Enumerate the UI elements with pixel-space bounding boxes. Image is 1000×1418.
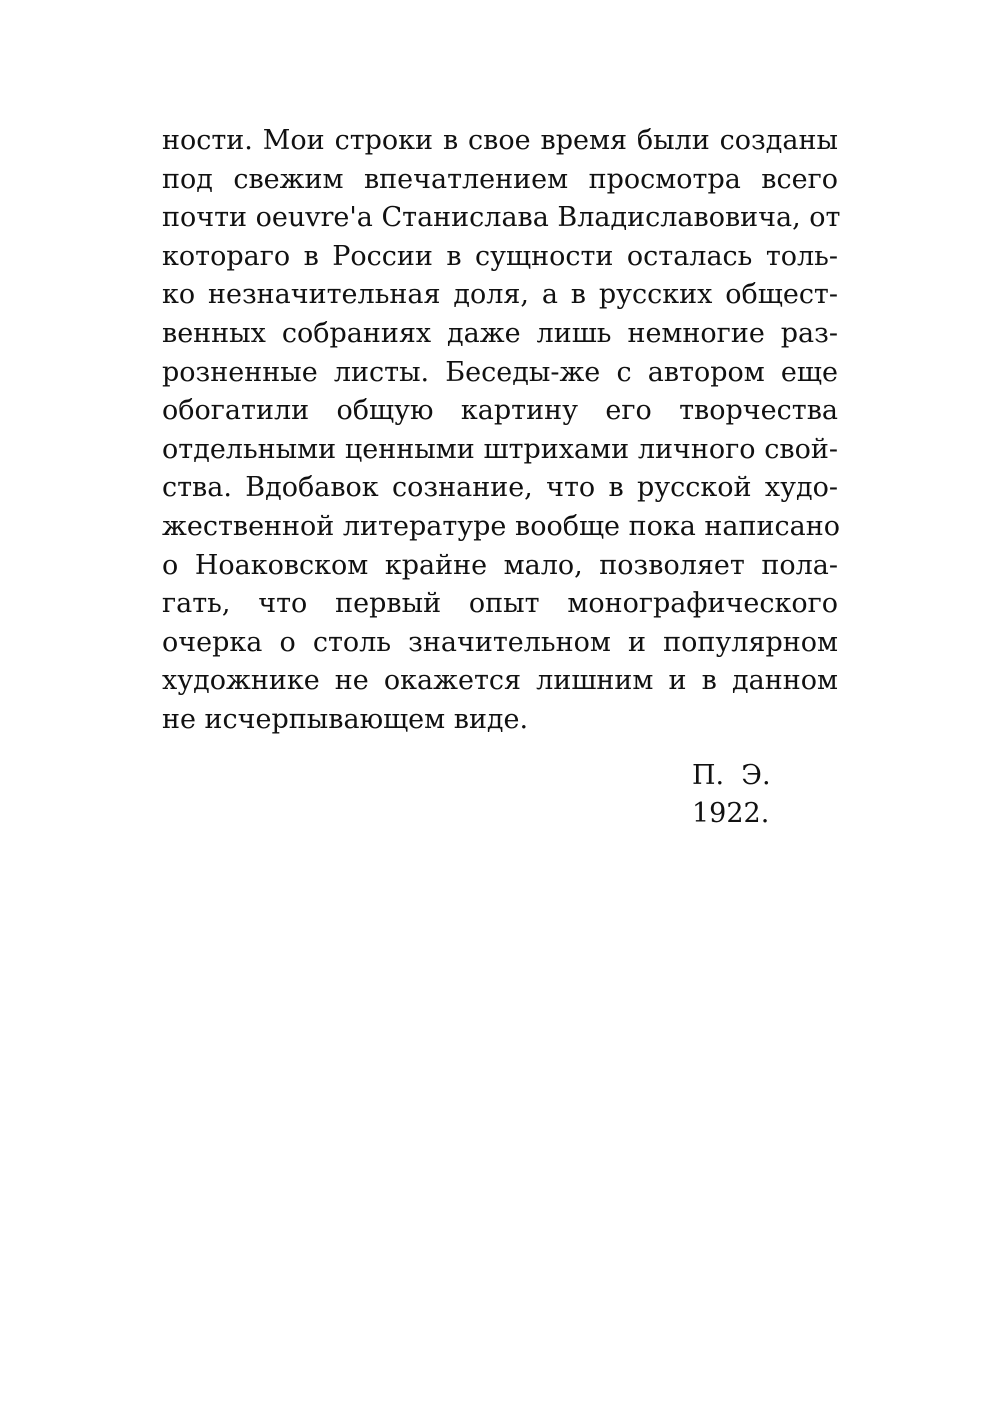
- preface-text: [162, 122, 841, 740]
- text-line: очерка о столь значительном и популярном: [162, 626, 838, 658]
- text-line: котораго в России в сущности осталась толь-: [162, 240, 838, 272]
- text-line: гать, что первый опыт монографического: [162, 588, 838, 620]
- text-line: под свежим впечатлением просмотра всего: [162, 163, 838, 195]
- text-line: почти oeuvre'а Станислава Владиславовича, от: [162, 202, 841, 234]
- signature-block: [692, 757, 771, 833]
- author-initials: П. Э.: [692, 760, 771, 791]
- signature-year: 1922.: [692, 798, 770, 829]
- text-line: розненные листы. Беседы-же с автором еще: [162, 356, 838, 388]
- text-line: ко незначительная доля, а в русских общест-: [162, 279, 838, 311]
- text-line: художнике не окажется лишним и в данном: [162, 665, 838, 697]
- text-line: жественной литературе вообще пока написано: [162, 510, 840, 542]
- text-line: ства. Вдобавок сознание, что в русской худо-: [162, 472, 838, 504]
- text-line: венных собраниях даже лишь немногие раз-: [162, 317, 838, 349]
- text-line: о Ноаковском крайне мало, позволяет пола-: [162, 549, 838, 581]
- text-line: обогатили общую картину его творчества: [162, 395, 838, 427]
- text-line-last: не исчерпывающем виде.: [162, 703, 529, 735]
- text-line: отдельными ценными штрихами личного свой-: [162, 433, 838, 465]
- text-line: ности. Мои строки в свое время были созданы: [162, 125, 838, 156]
